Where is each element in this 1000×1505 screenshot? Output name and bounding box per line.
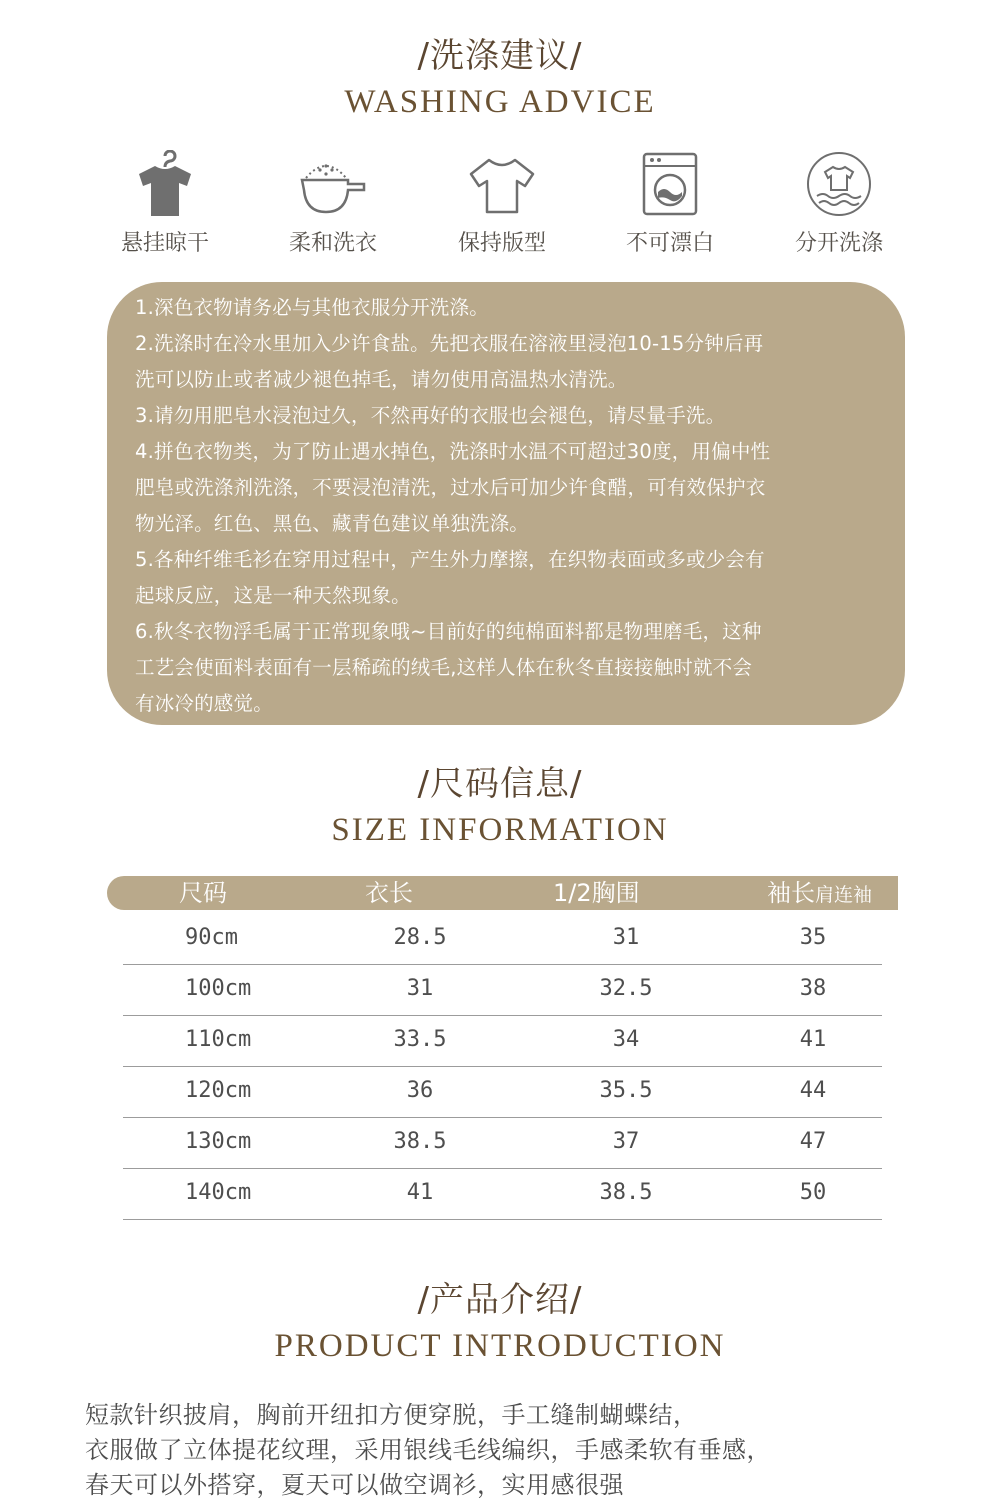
advice-line: 1.深色衣物请务必与其他衣服分开洗涤。 [135,296,489,319]
washing-advice-box [107,282,905,725]
header-sleeve-note: 肩连袖 [815,884,873,906]
care-icons-row [80,150,920,270]
cell-sleeve: 47 [799,1129,827,1154]
advice-line: 5.各种纤维毛衫在穿用过程中，产生外力摩擦，在织物表面或多或少会有 [135,548,765,571]
advice-line: 有冰冷的感觉。 [135,692,273,715]
cell-length: 33.5 [393,1027,447,1052]
cell-chest: 38.5 [599,1180,653,1205]
header-length: 衣长 [365,879,413,907]
advice-line: 3.请勿用肥皂水浸泡过久，不然再好的衣服也会褪色，请尽量手洗。 [135,404,726,427]
cell-sleeve: 35 [799,925,827,950]
cell-length: 38.5 [393,1129,447,1154]
cell-chest: 35.5 [599,1078,653,1103]
cell-size: 90cm [185,925,238,950]
product-description [85,1398,965,1503]
care-item-no-bleach [585,150,755,258]
care-label-separate-wash: 分开洗涤 [794,231,883,256]
table-row [123,1016,882,1067]
care-label-no-bleach: 不可漂白 [625,231,714,256]
care-label-hang-dry: 悬挂晾干 [120,231,209,256]
cell-chest: 37 [612,1129,640,1154]
care-label-gentle-wash: 柔和洗衣 [288,231,377,256]
table-row [123,1169,882,1220]
product-title-cn: /产品介绍/ [417,1280,583,1320]
cell-length: 28.5 [393,925,447,950]
size-table-body [123,914,882,1220]
table-row [123,914,882,965]
table-row [123,1118,882,1169]
hanger-shirt-icon [133,150,197,218]
tshirt-outline-icon [467,150,537,218]
washing-heading [0,36,1000,122]
cell-size: 110cm [185,1027,252,1052]
cell-chest: 31 [612,925,640,950]
care-item-gentle-wash [248,150,418,258]
product-title-en: PRODUCT INTRODUCTION [274,1328,726,1364]
product-heading [0,1280,1000,1366]
advice-line: 物光泽。红色、黑色、藏青色建议单独洗涤。 [135,512,530,535]
table-row [123,965,882,1016]
care-item-keep-shape [417,150,587,258]
cell-size: 130cm [185,1129,252,1154]
header-sleeve [767,876,872,910]
washing-title-cn: /洗涤建议/ [417,36,583,76]
product-line: 春天可以外搭穿，夏天可以做空调衫，实用感很强 [85,1471,624,1499]
cell-chest: 34 [612,1027,640,1052]
cell-sleeve: 41 [799,1027,827,1052]
header-half-chest: 1/2胸围 [553,879,640,907]
cell-size: 140cm [185,1180,252,1205]
advice-line: 洗可以防止或者减少褪色掉毛，请勿使用高温热水清洗。 [135,368,628,391]
cell-size: 120cm [185,1078,252,1103]
cell-chest: 32.5 [599,976,653,1001]
product-line: 短款针织披肩，胸前开纽扣方便穿脱，手工缝制蝴蝶结， [85,1401,698,1429]
care-item-separate-wash [754,150,924,258]
washing-machine-icon [640,150,700,218]
product-line: 衣服做了立体提花纹理，采用银线毛线编织，手感柔软有垂感， [85,1436,771,1464]
size-title-en: SIZE INFORMATION [331,812,669,848]
header-size: 尺码 [179,879,227,907]
cell-size: 100cm [185,976,252,1001]
size-heading [0,764,1000,850]
detergent-scoop-icon [298,150,368,218]
cell-sleeve: 38 [799,976,827,1001]
care-item-hang-dry [80,150,250,258]
care-label-keep-shape: 保持版型 [457,231,546,256]
cell-length: 36 [406,1078,434,1103]
advice-line: 工艺会使面料表面有一层稀疏的绒毛,这样人体在秋冬直接接触时就不会 [135,656,753,679]
separate-wash-icon [805,150,873,218]
cell-length: 31 [406,976,434,1001]
size-title-cn: /尺码信息/ [417,764,583,804]
cell-length: 41 [406,1180,434,1205]
advice-line: 2.洗涤时在冷水里加入少许食盐。先把衣服在溶液里浸泡10-15分钟后再 [135,332,764,355]
header-sleeve-label: 袖长 [767,879,815,907]
advice-line: 4.拼色衣物类，为了防止遇水掉色，洗涤时水温不可超过30度，用偏中性 [135,440,771,463]
cell-sleeve: 50 [799,1180,827,1205]
washing-title-en: WASHING ADVICE [344,84,656,120]
size-table-header [107,876,898,910]
table-row [123,1067,882,1118]
advice-line: 起球反应，这是一种天然现象。 [135,584,411,607]
advice-line: 肥皂或洗涤剂洗涤，不要浸泡清洗，过水后可加少许食醋，可有效保护衣 [135,476,766,499]
cell-sleeve: 44 [799,1078,827,1103]
advice-line: 6.秋冬衣物浮毛属于正常现象哦~目前好的纯棉面料都是物理磨毛，这种 [135,620,762,643]
